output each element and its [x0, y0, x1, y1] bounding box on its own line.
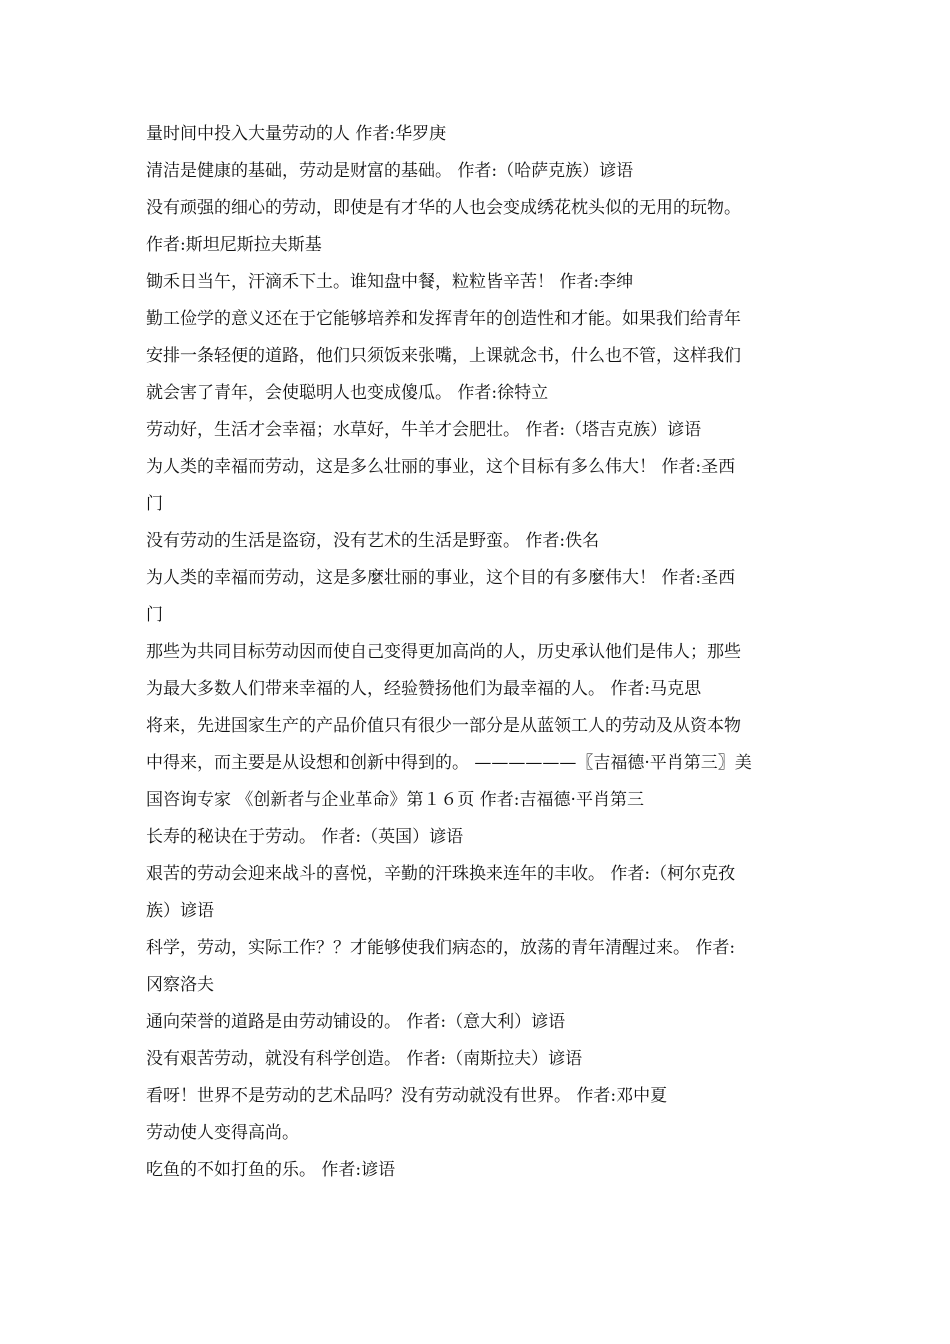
text-line: 吃鱼的不如打鱼的乐。 作者:谚语 [146, 1160, 396, 1180]
text-line: 冈察洛夫 [146, 975, 214, 995]
text-line: 安排一条轻便的道路，他们只须饭来张嘴，上课就念书，什么也不管，这样我们 [146, 346, 741, 366]
text-line: 没有艰苦劳动，就没有科学创造。 作者:（南斯拉夫）谚语 [146, 1049, 583, 1069]
text-line: 清洁是健康的基础，劳动是财富的基础。 作者:（哈萨克族）谚语 [146, 161, 634, 181]
text-line: 没有顽强的细心的劳动，即使是有才华的人也会变成绣花枕头似的无用的玩物。 [146, 198, 741, 218]
text-line: 没有劳动的生活是盗窃，没有艺术的生活是野蛮。 作者:佚名 [146, 531, 600, 551]
text-line: 劳动好，生活才会幸福；水草好，牛羊才会肥壮。 作者:（塔吉克族）谚语 [146, 420, 702, 440]
text-line: 为人类的幸福而劳动，这是多么壮丽的事业，这个目标有多么伟大！ 作者:圣西 [146, 457, 736, 477]
text-line: 看呀！世界不是劳动的艺术品吗？没有劳动就没有世界。 作者:邓中夏 [146, 1086, 668, 1106]
text-line: 国咨询专家 《创新者与企业革命》第１６页 作者:吉福德·平肖第三 [146, 790, 644, 810]
text-line: 为最大多数人们带来幸福的人，经验赞扬他们为最幸福的人。 作者:马克思 [146, 679, 702, 699]
text-line: 量时间中投入大量劳动的人 作者:华罗庚 [146, 124, 447, 144]
text-line: 那些为共同目标劳动因而使自己变得更加高尚的人，历史承认他们是伟人；那些 [146, 642, 741, 662]
text-line: 就会害了青年，会使聪明人也变成傻瓜。 作者:徐特立 [146, 383, 549, 403]
text-line: 族）谚语 [146, 901, 214, 921]
text-line: 作者:斯坦尼斯拉夫斯基 [146, 235, 322, 255]
quote-text-block [146, 116, 810, 1189]
text-line: 劳动使人变得高尚。 [146, 1123, 299, 1143]
text-line: 门 [146, 494, 163, 514]
text-line: 通向荣誉的道路是由劳动铺设的。 作者:（意大利）谚语 [146, 1012, 566, 1032]
text-line: 科学，劳动，实际工作？？才能够使我们病态的，放荡的青年清醒过来。 作者: [146, 938, 736, 958]
text-line: 将来，先进国家生产的产品价值只有很少一部分是从蓝领工人的劳动及从资本物 [146, 716, 741, 736]
text-line: 中得来，而主要是从设想和创新中得到的。 ——————〖吉福德·平肖第三〗美 [146, 753, 752, 773]
text-line: 艰苦的劳动会迎来战斗的喜悦，辛勤的汗珠换来连年的丰收。 作者:（柯尔克孜 [146, 864, 736, 884]
text-line: 锄禾日当午，汗滴禾下土。谁知盘中餐，粒粒皆辛苦！ 作者:李绅 [146, 272, 634, 292]
text-line: 勤工俭学的意义还在于它能够培养和发挥青年的创造性和才能。如果我们给青年 [146, 309, 741, 329]
text-line: 为人类的幸福而劳动，这是多麼壮丽的事业，这个目的有多麼伟大！ 作者:圣西 [146, 568, 736, 588]
text-line: 门 [146, 605, 163, 625]
text-line: 长寿的秘诀在于劳动。 作者:（英国）谚语 [146, 827, 464, 847]
